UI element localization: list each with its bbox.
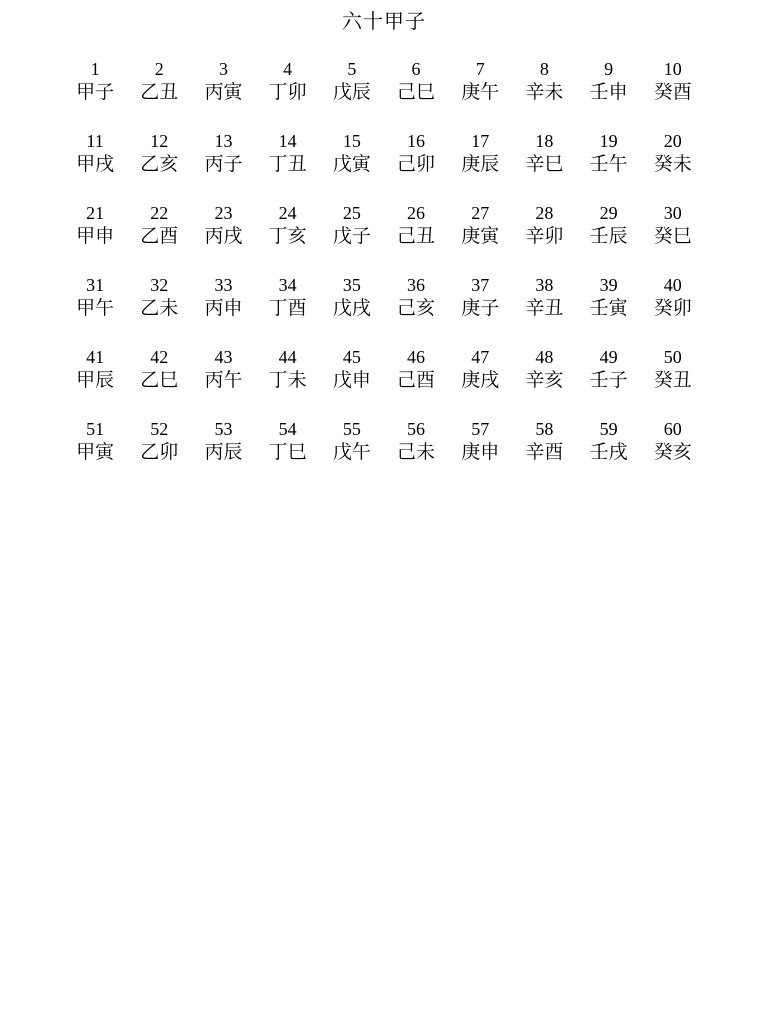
cycle-number: 4 xyxy=(283,59,293,79)
cycle-number: 56 xyxy=(407,419,426,439)
cycle-cell xyxy=(577,130,641,202)
stem-branch-label: 丙戌 xyxy=(204,225,243,247)
stem-branch-label: 丙申 xyxy=(204,297,243,319)
sexagenary-cycle-table xyxy=(63,58,705,490)
stem-branch-label: 庚戌 xyxy=(461,369,500,391)
stem-branch-label: 丙辰 xyxy=(204,441,243,463)
stem-branch-label: 癸丑 xyxy=(653,369,692,391)
cycle-number: 50 xyxy=(663,347,682,367)
stem-branch-label: 戊辰 xyxy=(332,81,371,103)
cycle-cell xyxy=(448,58,512,130)
cycle-number: 29 xyxy=(599,203,618,223)
table-row xyxy=(63,346,705,418)
cycle-number: 40 xyxy=(663,275,682,295)
stem-branch-label: 乙巳 xyxy=(140,369,179,391)
stem-branch-label: 甲寅 xyxy=(76,441,115,463)
stem-branch-label: 癸亥 xyxy=(653,441,692,463)
cycle-number: 47 xyxy=(471,347,490,367)
cycle-number: 37 xyxy=(471,275,490,295)
cycle-number: 34 xyxy=(278,275,297,295)
cycle-cell xyxy=(256,202,320,274)
page-title: 六十甲子 xyxy=(342,9,426,33)
stem-branch-label: 戊寅 xyxy=(332,153,371,175)
cycle-number: 10 xyxy=(663,59,682,79)
stem-branch-label: 丁亥 xyxy=(268,225,307,247)
stem-branch-label: 庚辰 xyxy=(461,153,500,175)
cycle-number: 14 xyxy=(278,131,297,151)
cycle-cell xyxy=(127,418,191,490)
cycle-cell xyxy=(127,130,191,202)
stem-branch-label: 庚子 xyxy=(461,297,500,319)
cycle-cell xyxy=(191,58,255,130)
stem-branch-label: 乙亥 xyxy=(140,153,179,175)
stem-branch-label: 丁卯 xyxy=(268,81,307,103)
cycle-number: 49 xyxy=(599,347,618,367)
stem-branch-label: 壬申 xyxy=(589,81,628,103)
cycle-number: 52 xyxy=(150,419,169,439)
cycle-cell xyxy=(320,346,384,418)
cycle-cell xyxy=(448,346,512,418)
cycle-cell xyxy=(256,58,320,130)
cycle-number: 12 xyxy=(150,131,169,151)
stem-branch-label: 癸巳 xyxy=(653,225,692,247)
stem-branch-label: 丁巳 xyxy=(268,441,307,463)
cycle-number: 42 xyxy=(150,347,169,367)
cycle-cell xyxy=(512,58,576,130)
cycle-number: 8 xyxy=(539,59,549,79)
cycle-number: 45 xyxy=(342,347,361,367)
cycle-cell xyxy=(63,274,127,346)
stem-branch-label: 戊午 xyxy=(332,441,371,463)
cycle-cell xyxy=(641,274,705,346)
stem-branch-label: 壬戌 xyxy=(589,441,628,463)
cycle-number: 21 xyxy=(86,203,105,223)
cycle-cell xyxy=(127,346,191,418)
cycle-cell xyxy=(384,274,448,346)
cycle-cell xyxy=(320,274,384,346)
cycle-number: 15 xyxy=(342,131,361,151)
cycle-number: 33 xyxy=(214,275,233,295)
stem-branch-label: 己丑 xyxy=(397,225,436,247)
stem-branch-label: 庚午 xyxy=(461,81,500,103)
cycle-number: 39 xyxy=(599,275,618,295)
stem-branch-label: 戊申 xyxy=(332,369,371,391)
stem-branch-label: 辛酉 xyxy=(525,441,564,463)
stem-branch-label: 辛巳 xyxy=(525,153,564,175)
cycle-number: 32 xyxy=(150,275,169,295)
cycle-number: 13 xyxy=(214,131,233,151)
stem-branch-label: 丙午 xyxy=(204,369,243,391)
cycle-cell xyxy=(127,202,191,274)
cycle-number: 30 xyxy=(663,203,682,223)
cycle-number: 11 xyxy=(86,131,104,151)
stem-branch-label: 己酉 xyxy=(397,369,436,391)
stem-branch-label: 丁未 xyxy=(268,369,307,391)
cycle-number: 7 xyxy=(475,59,485,79)
stem-branch-label: 乙酉 xyxy=(140,225,179,247)
cycle-cell xyxy=(63,346,127,418)
cycle-number: 36 xyxy=(407,275,426,295)
stem-branch-label: 甲子 xyxy=(76,81,115,103)
stem-branch-label: 辛卯 xyxy=(525,225,564,247)
cycle-cell xyxy=(320,58,384,130)
cycle-cell xyxy=(512,202,576,274)
cycle-cell xyxy=(191,346,255,418)
cycle-cell xyxy=(63,202,127,274)
stem-branch-label: 癸酉 xyxy=(653,81,692,103)
cycle-cell xyxy=(191,418,255,490)
cycle-number: 44 xyxy=(278,347,297,367)
stem-branch-label: 戊子 xyxy=(332,225,371,247)
cycle-cell xyxy=(384,202,448,274)
stem-branch-label: 癸卯 xyxy=(653,297,692,319)
cycle-number: 24 xyxy=(278,203,297,223)
cycle-cell xyxy=(384,418,448,490)
cycle-number: 35 xyxy=(342,275,361,295)
cycle-number: 38 xyxy=(535,275,554,295)
cycle-number: 9 xyxy=(604,59,614,79)
cycle-number: 51 xyxy=(86,419,105,439)
table-row xyxy=(63,130,705,202)
stem-branch-label: 辛未 xyxy=(525,81,564,103)
cycle-cell xyxy=(63,58,127,130)
table-row xyxy=(63,202,705,274)
cycle-cell xyxy=(320,130,384,202)
cycle-number: 25 xyxy=(342,203,361,223)
cycle-cell xyxy=(577,274,641,346)
cycle-cell xyxy=(127,274,191,346)
stem-branch-label: 乙丑 xyxy=(140,81,179,103)
stem-branch-label: 癸未 xyxy=(653,153,692,175)
cycle-cell xyxy=(577,58,641,130)
table-row xyxy=(63,58,705,130)
stem-branch-label: 戊戌 xyxy=(332,297,371,319)
cycle-cell xyxy=(448,130,512,202)
cycle-number: 6 xyxy=(411,59,421,79)
cycle-cell xyxy=(256,346,320,418)
table-row xyxy=(63,274,705,346)
cycle-number: 53 xyxy=(214,419,233,439)
cycle-cell xyxy=(127,58,191,130)
cycle-number: 60 xyxy=(663,419,682,439)
stem-branch-label: 丙子 xyxy=(204,153,243,175)
cycle-number: 1 xyxy=(90,59,100,79)
stem-branch-label: 甲辰 xyxy=(76,369,115,391)
stem-branch-label: 辛亥 xyxy=(525,369,564,391)
stem-branch-label: 庚申 xyxy=(461,441,500,463)
cycle-number: 41 xyxy=(86,347,105,367)
stem-branch-label: 壬寅 xyxy=(589,297,628,319)
stem-branch-label: 己亥 xyxy=(397,297,436,319)
cycle-cell xyxy=(577,418,641,490)
cycle-cell xyxy=(512,418,576,490)
cycle-cell xyxy=(577,346,641,418)
cycle-number: 54 xyxy=(278,419,297,439)
cycle-number: 23 xyxy=(214,203,233,223)
cycle-number: 3 xyxy=(218,59,228,79)
cycle-number: 26 xyxy=(407,203,426,223)
cycle-number: 20 xyxy=(663,131,682,151)
cycle-cell xyxy=(63,418,127,490)
cycle-cell xyxy=(191,274,255,346)
cycle-cell xyxy=(577,202,641,274)
stem-branch-label: 壬辰 xyxy=(589,225,628,247)
cycle-cell xyxy=(384,346,448,418)
cycle-number: 2 xyxy=(154,59,164,79)
stem-branch-label: 乙未 xyxy=(140,297,179,319)
stem-branch-label: 辛丑 xyxy=(525,297,564,319)
cycle-cell xyxy=(512,346,576,418)
cycle-cell xyxy=(448,202,512,274)
cycle-number: 27 xyxy=(471,203,490,223)
cycle-number: 18 xyxy=(535,131,554,151)
cycle-number: 46 xyxy=(407,347,426,367)
cycle-cell xyxy=(512,274,576,346)
cycle-number: 19 xyxy=(599,131,618,151)
cycle-number: 5 xyxy=(347,59,357,79)
stem-branch-label: 甲戌 xyxy=(76,153,115,175)
cycle-cell xyxy=(641,418,705,490)
cycle-number: 48 xyxy=(535,347,554,367)
cycle-cell xyxy=(641,58,705,130)
cycle-cell xyxy=(641,202,705,274)
stem-branch-label: 甲午 xyxy=(76,297,115,319)
stem-branch-label: 丁丑 xyxy=(268,153,307,175)
cycle-cell xyxy=(256,274,320,346)
cycle-cell xyxy=(256,130,320,202)
cycle-number: 55 xyxy=(342,419,361,439)
stem-branch-label: 庚寅 xyxy=(461,225,500,247)
cycle-cell xyxy=(448,418,512,490)
cycle-number: 31 xyxy=(86,275,105,295)
cycle-cell xyxy=(384,130,448,202)
cycle-cell xyxy=(641,130,705,202)
stem-branch-label: 己卯 xyxy=(397,153,436,175)
cycle-number: 43 xyxy=(214,347,233,367)
cycle-cell xyxy=(512,130,576,202)
cycle-cell xyxy=(320,202,384,274)
cycle-number: 58 xyxy=(535,419,554,439)
cycle-cell xyxy=(320,418,384,490)
stem-branch-label: 丙寅 xyxy=(204,81,243,103)
cycle-cell xyxy=(191,130,255,202)
cycle-cell xyxy=(63,130,127,202)
cycle-cell xyxy=(641,346,705,418)
stem-branch-label: 甲申 xyxy=(76,225,115,247)
cycle-cell xyxy=(384,58,448,130)
cycle-number: 57 xyxy=(471,419,490,439)
stem-branch-label: 壬子 xyxy=(589,369,628,391)
stem-branch-label: 己巳 xyxy=(397,81,436,103)
cycle-number: 22 xyxy=(150,203,169,223)
cycle-number: 17 xyxy=(471,131,490,151)
cycle-number: 59 xyxy=(599,419,618,439)
table-row xyxy=(63,418,705,490)
stem-branch-label: 壬午 xyxy=(589,153,628,175)
cycle-number: 16 xyxy=(407,131,426,151)
cycle-cell xyxy=(448,274,512,346)
stem-branch-label: 乙卯 xyxy=(140,441,179,463)
cycle-cell xyxy=(256,418,320,490)
stem-branch-label: 己未 xyxy=(397,441,436,463)
stem-branch-label: 丁酉 xyxy=(268,297,307,319)
cycle-cell xyxy=(191,202,255,274)
cycle-number: 28 xyxy=(535,203,554,223)
